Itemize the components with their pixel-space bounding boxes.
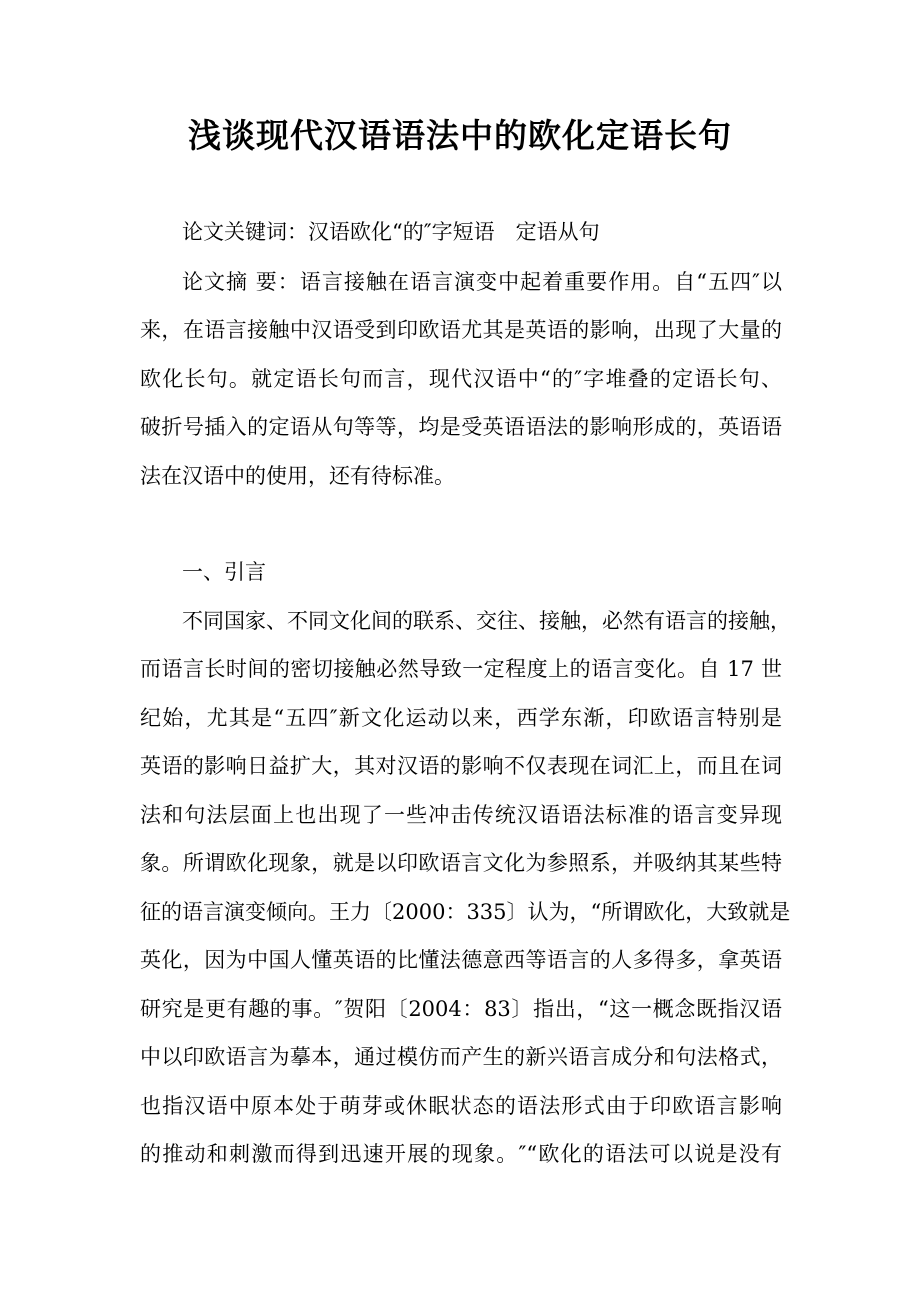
body-line: 象。所谓欧化现象，就是以印欧语言文化为参照系，并吸纳其某些特	[140, 851, 782, 875]
body-line: 不同国家、不同文化间的联系、交往、接触，必然有语言的接触，	[182, 609, 791, 633]
body-line: 英语的影响日益扩大，其对汉语的影响不仅表现在词汇上，而且在词	[140, 754, 782, 778]
body-line: 征的语言演变倾向。王力〔2000：335〕认为，“所谓欧化，大致就是	[140, 900, 791, 924]
body-line: 法和句法层面上也出现了一些冲击传统汉语语法标准的语言变异现	[140, 803, 782, 827]
abstract-line: 法在汉语中的使用，还有待标准。	[140, 464, 455, 488]
abstract-line: 破折号插入的定语从句等等，均是受英语语法的影响形成的，英语语	[140, 415, 782, 439]
document-title: 浅谈现代汉语语法中的欧化定语长句	[188, 116, 732, 155]
body-line: 也指汉语中原本处于萌芽或休眠状态的语法形式由于印欧语言影响	[140, 1094, 782, 1118]
body-line: 的推动和刺激而得到迅速开展的现象。″“欧化的语法可以说是没有	[140, 1142, 782, 1166]
body-line: 英化，因为中国人懂英语的比懂法德意西等语言的人多得多，拿英语	[140, 948, 782, 972]
body-line: 纪始，尤其是“五四″新文化运动以来，西学东渐，印欧语言特别是	[140, 706, 782, 730]
body-line: 中以印欧语言为摹本，通过模仿而产生的新兴语言成分和句法格式，	[140, 1045, 782, 1069]
keywords-line: 论文关键词：汉语欧化“的″字短语 定语从句	[182, 220, 600, 244]
abstract-line: 欧化长句。就定语长句而言，现代汉语中“的″字堆叠的定语长句、	[140, 367, 782, 391]
body-line: 研究是更有趣的事。″贺阳〔2004：83〕指出，“这一概念既指汉语	[140, 997, 782, 1021]
body-line: 而语言长时间的密切接触必然导致一定程度上的语言变化。自 17 世	[140, 657, 782, 681]
abstract-line: 来，在语言接触中汉语受到印欧语尤其是英语的影响，出现了大量的	[140, 318, 782, 342]
abstract-line: 论文摘 要：语言接触在语言演变中起着重要作用。自“五四″以	[182, 270, 782, 294]
section-heading: 一、引言	[182, 560, 266, 584]
